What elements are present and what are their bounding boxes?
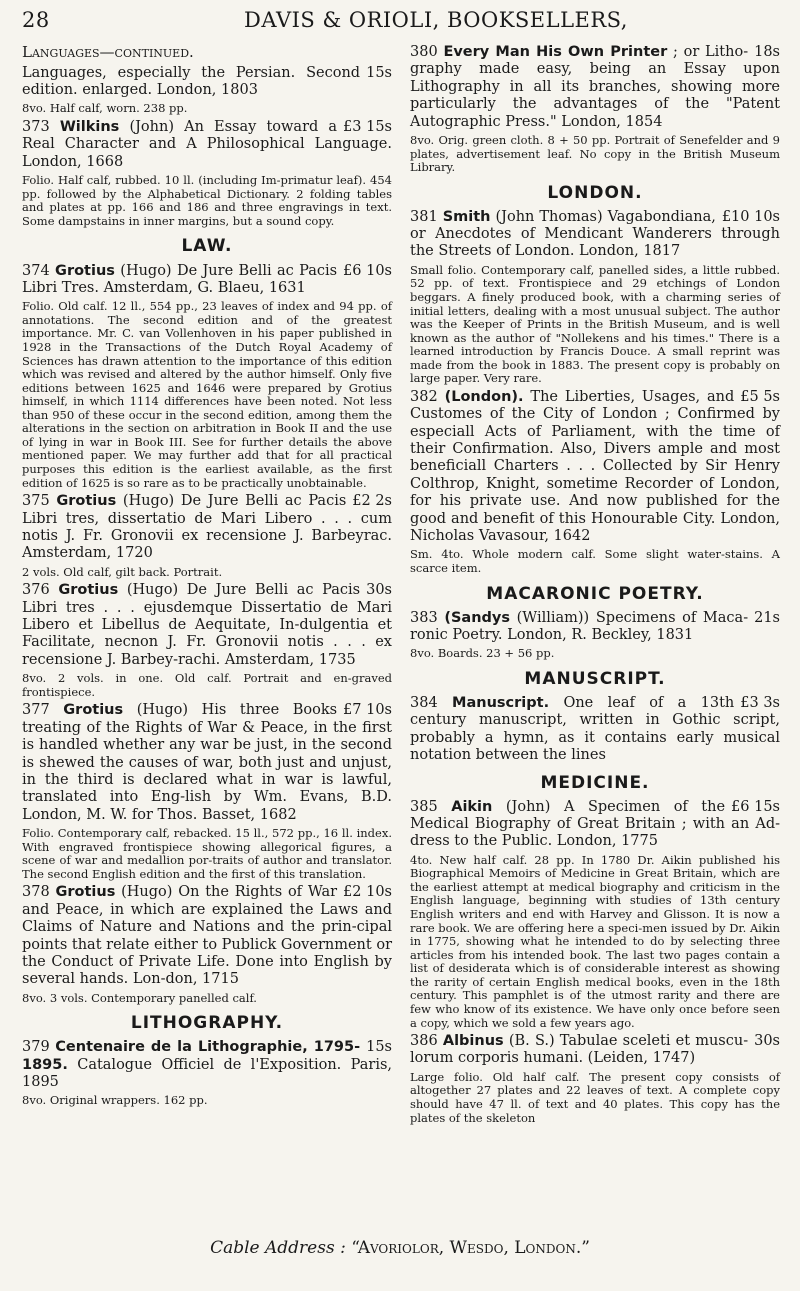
entry-heading [22, 65, 392, 100]
law-entries [22, 263, 392, 1006]
lithography-entries [22, 1039, 392, 1108]
cable-label: Cable Address : [210, 1238, 346, 1258]
columns [22, 44, 790, 1128]
entry-description: Sm. 4to. Whole modern calf. Some slight water-stains. A scarce item. [410, 547, 780, 575]
entry-title: ; or Litho-graphy made easy, being an Essay upon Lithography in all its branches, showing more particularly the advantages of the "Patent Autographic Press." London, 1854 [410, 44, 780, 130]
entry-title: (Hugo) De Jure Belli ac Pacis Libri Tres. Amsterdam, G. Blaeu, 1631 [22, 262, 338, 296]
entry-heading [22, 493, 392, 563]
entry-price: 30s [754, 1033, 780, 1050]
entry-title: (B. S.) Tabulae sceleti et muscu-lorum corporis humani. (Leiden, 1747) [410, 1033, 749, 1067]
section-heading-lithography: LITHOGRAPHY. [130, 1013, 284, 1034]
entry-number: 386 [410, 1033, 438, 1050]
entry-price: £6 15s [731, 798, 780, 815]
entry-heading [410, 1033, 780, 1068]
section-heading-medicine: MEDICINE. [540, 772, 650, 793]
catalogue-entry [410, 1033, 780, 1125]
entry-price: £5 5s [740, 388, 780, 405]
entry-price: 30s [366, 582, 392, 599]
entry-description: 8vo. Orig. green cloth. 8 + 50 pp. Portrait of Senefelder and 9 plates, advertisement leaf. No copy in the British Museum Library. [410, 132, 780, 175]
entry-number: 377 [22, 702, 50, 719]
entry-description: Folio. Old calf. 12 ll., 554 pp., 23 leaves of index and 94 pp. of annotations. The second edition and of the greatest importance. Mr. C. van Vollenhoven in his paper published in 1928 in the Transactions of the Dutch Royal Academy of Sciences has drawn attention to the importance of this edition which was revised and altered by the author himself. Only five editions between 1625 and 1646 were prepared by Grotius himself, in which 1114 differences have been noted. Not less than 950 of these occur in the second edition, among them the alterations in the section on arbitration in Book II and the use of lying in war in Book III. See for further details the above mentioned paper. We may further add that for all practical purposes this edition is the earliest available, as the first edition of 1625 is so rare as to be practically unobtainable. [22, 299, 392, 490]
entry-heading [410, 389, 780, 546]
entry-name: Grotius [56, 493, 117, 510]
section-heading-macaronic: MACARONIC POETRY. [486, 583, 704, 604]
catalogue-entry [22, 263, 392, 491]
page-number: 28 [22, 8, 50, 32]
left-column [22, 44, 392, 1128]
right-column [410, 44, 780, 1128]
entry-name: Grotius [55, 884, 116, 901]
page-footer [0, 1238, 800, 1258]
cable-address: “Avoriolor, Wesdo, London.” [351, 1238, 590, 1258]
section-heading-law: LAW. [181, 236, 233, 257]
entry-title: (William)) Specimens of Maca-ronic Poetry. London, R. Beckley, 1831 [410, 609, 749, 643]
entry-number: 378 [22, 884, 50, 901]
entry-description: 8vo. Half calf, worn. 238 pp. [22, 101, 188, 116]
entry-description: 8vo. Original wrappers. 162 pp. [22, 1093, 208, 1108]
medicine-entries [410, 799, 780, 1126]
catalogue-entry [410, 799, 780, 1030]
entry-title: (Hugo) De Jure Belli ac Pacis Libri tres . . . ejusdemque Dissertatio de Mari Libero et Libellus de Aequitate, In-dulgentia et Facilitate, necnon J. Fr. Gronovii notis . . . ex recensione J. Barbey-rachi. Amsterdam, 1735 [22, 582, 392, 668]
entry-name: Grotius [58, 582, 119, 599]
entry-title: (John Thomas) Vagabondiana, or Anecdotes of Mendicant Wanderers through the Streets of London. London, 1817 [410, 208, 780, 260]
entry-description: Large folio. Old half calf. The present copy consists of altogether 27 plates and 22 leaves of text. A complete copy should have 47 ll. of text and 40 plates. This copy has the plates of the skeleton [410, 1069, 780, 1125]
entry-price: £6 10s [343, 262, 392, 279]
entry-price: £2 2s [352, 493, 392, 510]
catalogue-entry [22, 884, 392, 1005]
entry-title: Catalogue Officiel de l'Exposition. Paris, 1895 [22, 1056, 393, 1091]
entry-price: £3 3s [740, 695, 780, 711]
catalogue-entry [410, 44, 780, 175]
entry-title: (Hugo) On the Rights of War and Peace, in which are explained the Laws and Claims of Nature and Nations and the prin-cipal points that relate either to Publick Government or the Conduct of Private Life. Done into English by several hands. Lon-don, 1715 [22, 884, 392, 988]
section-heading-manuscript: MANUSCRIPT. [524, 668, 666, 689]
catalogue-entry [410, 695, 780, 765]
right-top-entries [410, 44, 780, 175]
entry-heading [22, 119, 392, 171]
catalogue-entry [410, 389, 780, 576]
catalogue-entry [22, 119, 392, 228]
entry-title: (John) A Specimen of the Medical Biography of Great Britain ; with an Ad-dress to the Public. London, 1775 [410, 798, 780, 850]
entry-title: Languages, especially the Persian. Second edition. enlarged. London, 1803 [22, 64, 361, 99]
entry-name: Aikin [451, 798, 493, 815]
entry-heading [22, 702, 392, 824]
entry-heading [22, 263, 392, 298]
entry-title: One leaf of a 13th century manuscript, written in Gothic script, probably a hymn, as it contains early musical notation between the lines [410, 695, 780, 764]
entry-number: 374 [22, 262, 50, 279]
entry-number: 381 [410, 208, 438, 225]
entry-price: £7 10s [343, 702, 392, 719]
entry-number: 373 [22, 119, 50, 136]
entry-heading [410, 610, 780, 645]
entry-price: 15s [366, 1039, 392, 1056]
entry-description: 4to. New half calf. 28 pp. In 1780 Dr. Aikin published his Biographical Memoirs of Medicine in Great Britain, which are the earliest attempt at medical biography and criticism in the English language, beginning with studies of 13th century English writers and end with Harvey and Glisson. It is now a rare book. We are offering here a speci-men issued by Dr. Aikin in 1775, showing what he intended to do by selecting three articles from his intended book. The last two pages contain a list of desiderata which is of considerable interest as showing the rarity of certain English medical books, even in the 18th century. This pamphlet is of the utmost rarity and there are few who know of its existence. We have only once before seen a copy, which we sold a few years ago. [410, 852, 781, 1030]
entry-name: (Sandys [444, 609, 510, 626]
entry-description: 2 vols. Old calf, gilt back. Portrait. [22, 564, 223, 579]
entry-number: 385 [410, 798, 438, 815]
catalogue-entry [410, 209, 780, 386]
entry-name: Grotius [63, 702, 124, 719]
entry-price: 18s [754, 44, 780, 60]
page-header [22, 8, 790, 44]
entry-name: Grotius [55, 262, 115, 279]
entry-name: Centenaire de la Lithographie, 1795-1895. [22, 1039, 361, 1073]
entry-price: £10 10s [721, 208, 780, 225]
entry-description: Folio. Half calf, rubbed. 10 ll. (including Im-primatur leaf). 454 pp. followed by the Alphabetical Dictionary. 2 folding tables and plates at pp. 166 and 186 and three engravings in text. Some dampstains in inner margins, but a sound copy. [22, 173, 392, 228]
entry-name: (London). [444, 388, 524, 405]
entry-description: Small folio. Contemporary calf, panelled sides, a little rubbed. 52 pp. of text. Frontispiece and 29 etchings of London beggars. A finely produced book, with a charming series of initial letters, dealing with a most unusual subject. The author was the Keeper of Prints in the British Museum, and is well known as the author of "Nollekens and his times." There is a learned introduction by Francis Douce. A small reprint was made from the book in 1883. The present copy is probably on large paper. Very rare. [410, 262, 780, 386]
entry-name: Every Man His Own Printer [443, 44, 668, 60]
entry-description: Folio. Contemporary calf, rebacked. 15 ll., 572 pp., 16 ll. index. With engraved frontispiece showing allegorical figures, a scene of war and medallion por-traits of author and translator. The second English edition and the first of this translation. [22, 826, 392, 881]
entry-title: The Liberties, Usages, and Customes of the City of London ; Confirmed by especiall Acts of Parliament, with the time of their Confirmation. Also, Divers ample and most beneficiall Charters . . . Collected by Sir Henry Colthrop, Knight, sometime Recorder of London, for his private use. And now published for the good and benefit of this Honourable City. London, Nicholas Vavasour, 1642 [410, 388, 780, 545]
entry-description: 8vo. 2 vols. in one. Old calf. Portrait and en-graved frontispiece. [22, 671, 392, 699]
entry-title: (Hugo) De Jure Belli ac Pacis Libri tres, dissertatio de Mari Libero . . . cum notis J. Fr. Gronovii ex recensione J. Barbeyrac. Amsterdam, 1720 [22, 493, 392, 562]
entry-heading [410, 695, 780, 765]
catalogue-entry [22, 493, 392, 579]
running-title: DAVIS & ORIOLI, BOOKSELLERS, [244, 8, 628, 32]
entry-name: Wilkins [59, 119, 120, 136]
entry-name: Manuscript. [452, 695, 550, 711]
entry-number: 376 [22, 582, 50, 599]
entry-number: 380 [410, 44, 438, 60]
entry-name: Smith [442, 208, 491, 225]
entry-description: 8vo. Boards. 23 + 56 pp. [410, 646, 555, 661]
entry-number: 379 [22, 1039, 50, 1056]
section-heading-london: LONDON. [547, 182, 643, 203]
catalogue-entry [410, 610, 780, 661]
entry-heading [22, 1039, 392, 1091]
entry-title: (Hugo) His three Books treating of the Rights of War & Peace, in the first is handled whether any war be just, in the second is shewed the causes of war, both just and unjust, in the third is declared what in war is lawful, translated into Eng-lish by Wm. Evans, B.D. London, M. W. for Thos. Basset, 1682 [22, 702, 392, 823]
entry-number: 382 [410, 388, 438, 405]
entry-number: 375 [22, 493, 50, 510]
entry-number: 384 [410, 695, 438, 711]
entry-heading [22, 884, 392, 988]
entry-heading [410, 209, 780, 261]
catalogue-entry [22, 1039, 392, 1108]
entry-name: Albinus [442, 1033, 504, 1050]
entry-heading [410, 44, 780, 131]
catalogue-entry [22, 702, 392, 881]
continued-heading: Languages—continued. [22, 43, 194, 61]
entry-price: £2 10s [343, 884, 392, 901]
manuscript-entries [410, 695, 780, 765]
entry-price: £3 15s [343, 119, 392, 136]
entry-heading [410, 799, 780, 851]
entry-heading [22, 582, 392, 669]
catalogue-entry [22, 65, 392, 116]
london-entries [410, 209, 780, 576]
catalogue-entry [22, 582, 392, 699]
entry-price: 21s [754, 609, 780, 626]
macaronic-entries [410, 610, 780, 661]
entry-title: (John) An Essay toward a Real Character and A Philosophical Language. London, 1668 [22, 119, 392, 170]
entry-description: 8vo. 3 vols. Contemporary panelled calf. [22, 990, 257, 1005]
entry-number: 383 [410, 609, 438, 626]
entry-price: 15s [366, 64, 392, 81]
left-top-entries [22, 65, 392, 229]
